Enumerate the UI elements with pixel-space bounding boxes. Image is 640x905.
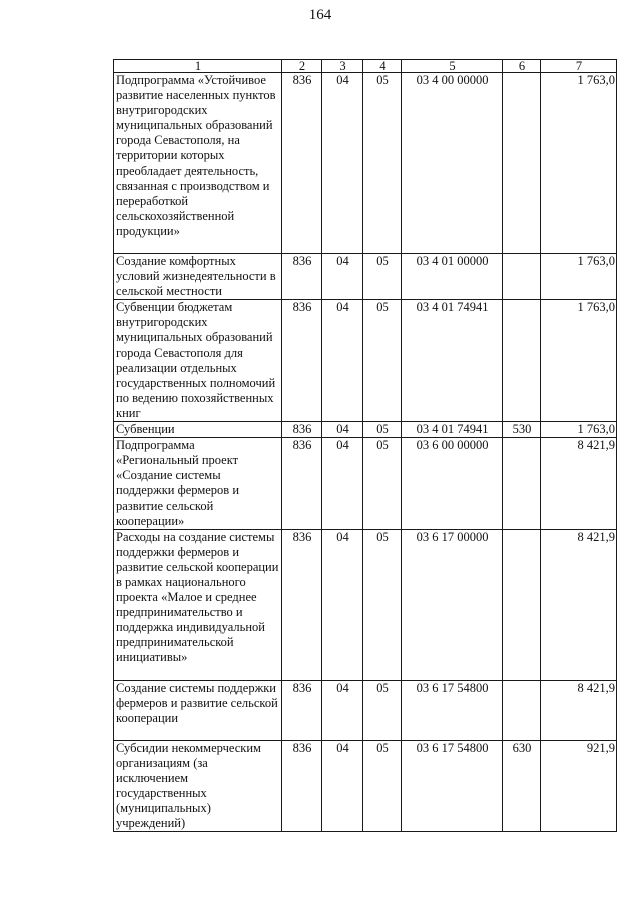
row-amount: 8 421,9	[541, 438, 617, 530]
column-header: 7	[541, 60, 617, 73]
row-name: Субвенции бюджетам внутригородских муниципальных образований города Севастополя для реализации отдельных государственных полномочий по ведению похозяйственных книг	[114, 300, 282, 422]
row-target-article: 03 6 00 00000	[402, 438, 503, 530]
row-expense-type	[503, 254, 541, 300]
row-expense-type	[503, 438, 541, 530]
column-header: 3	[322, 60, 363, 73]
row-name: Субсидии некоммерческим организациям (за исключением государственных (муниципальных) учреждений)	[114, 740, 282, 832]
row-department-code: 836	[282, 300, 322, 422]
table-row	[114, 680, 617, 740]
row-amount: 8 421,9	[541, 529, 617, 680]
row-section-code: 04	[322, 529, 363, 680]
row-name: Подпрограмма «Региональный проект «Создание системы поддержки фермеров и развитие сельской кооперации»	[114, 438, 282, 530]
row-department-code: 836	[282, 740, 322, 832]
row-amount: 921,9	[541, 740, 617, 832]
column-header: 5	[402, 60, 503, 73]
row-target-article: 03 6 17 54800	[402, 680, 503, 740]
row-name: Создание комфортных условий жизнедеятельности в сельской местности	[114, 254, 282, 300]
row-target-article: 03 4 01 74941	[402, 422, 503, 438]
row-name: Субвенции	[114, 422, 282, 438]
row-subsection-code: 05	[363, 300, 402, 422]
row-department-code: 836	[282, 254, 322, 300]
row-subsection-code: 05	[363, 438, 402, 530]
row-amount: 1 763,0	[541, 300, 617, 422]
column-header: 1	[114, 60, 282, 73]
row-subsection-code: 05	[363, 529, 402, 680]
row-section-code: 04	[322, 740, 363, 832]
table-row	[114, 422, 617, 438]
row-department-code: 836	[282, 680, 322, 740]
row-name: Расходы на создание системы поддержки фермеров и развитие сельской кооперации в рамках национального проекта «Малое и среднее предпринимательство и поддержка индивидуальной предпринимательской инициативы»	[114, 529, 282, 680]
row-expense-type	[503, 300, 541, 422]
table-row	[114, 254, 617, 300]
row-subsection-code: 05	[363, 254, 402, 300]
row-target-article: 03 6 17 54800	[402, 740, 503, 832]
row-section-code: 04	[322, 422, 363, 438]
table-row	[114, 73, 617, 254]
column-header: 6	[503, 60, 541, 73]
row-name: Создание системы поддержки фермеров и развитие сельской кооперации	[114, 680, 282, 740]
row-section-code: 04	[322, 680, 363, 740]
row-section-code: 04	[322, 73, 363, 254]
row-target-article: 03 6 17 00000	[402, 529, 503, 680]
row-expense-type: 630	[503, 740, 541, 832]
row-section-code: 04	[322, 438, 363, 530]
row-expense-type	[503, 680, 541, 740]
table-row	[114, 300, 617, 422]
row-section-code: 04	[322, 254, 363, 300]
table-header-row	[114, 60, 617, 73]
row-subsection-code: 05	[363, 680, 402, 740]
row-target-article: 03 4 00 00000	[402, 73, 503, 254]
row-amount: 1 763,0	[541, 73, 617, 254]
row-section-code: 04	[322, 300, 363, 422]
row-department-code: 836	[282, 438, 322, 530]
table-row	[114, 529, 617, 680]
row-department-code: 836	[282, 529, 322, 680]
row-subsection-code: 05	[363, 73, 402, 254]
row-amount: 8 421,9	[541, 680, 617, 740]
budget-table	[113, 59, 617, 832]
page-number: 164	[308, 7, 332, 23]
row-expense-type: 530	[503, 422, 541, 438]
row-expense-type	[503, 529, 541, 680]
table-row	[114, 438, 617, 530]
row-department-code: 836	[282, 422, 322, 438]
row-name: Подпрограмма «Устойчивое развитие населенных пунктов внутригородских муниципальных образований города Севастополя, на территории которых преобладает деятельность, связанная с производством и переработкой сельскохозяйственной продукции»	[114, 73, 282, 254]
row-target-article: 03 4 01 74941	[402, 300, 503, 422]
row-department-code: 836	[282, 73, 322, 254]
column-header: 4	[363, 60, 402, 73]
row-subsection-code: 05	[363, 740, 402, 832]
row-expense-type	[503, 73, 541, 254]
row-amount: 1 763,0	[541, 254, 617, 300]
table-row	[114, 740, 617, 832]
row-target-article: 03 4 01 00000	[402, 254, 503, 300]
row-subsection-code: 05	[363, 422, 402, 438]
row-amount: 1 763,0	[541, 422, 617, 438]
column-header: 2	[282, 60, 322, 73]
